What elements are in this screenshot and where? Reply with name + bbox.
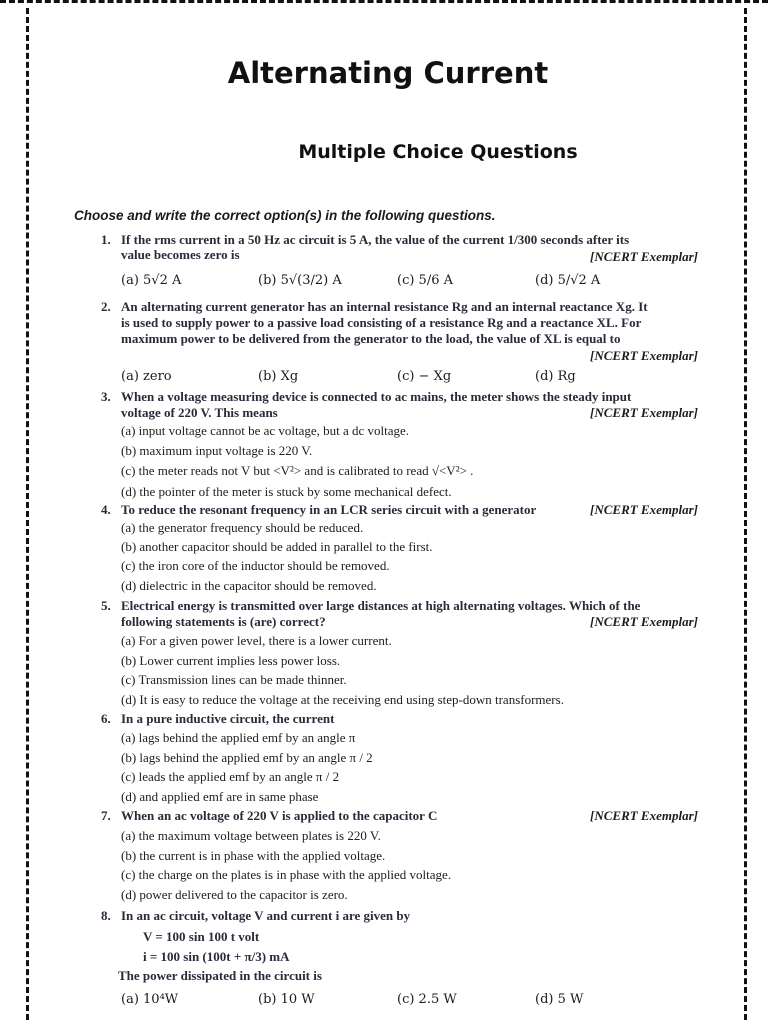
question-8-text-line-2: The power dissipated in the circuit is — [118, 968, 322, 983]
question-6-option-b: (b) lags behind the applied emf by an angle π / 2 — [121, 750, 373, 765]
question-2-text-line-3: maximum power to be delivered from the generator to the load, the value of XL is equal to — [121, 331, 621, 346]
instruction-text: Choose and write the correct option(s) in the following questions. — [74, 208, 496, 223]
question-6-option-d: (d) and applied emf are in same phase — [121, 789, 319, 804]
question-8-option-d: (d) 5 W — [535, 992, 584, 1007]
question-4-option-a: (a) the generator frequency should be reduced. — [121, 520, 364, 535]
question-5-option-a: (a) For a given power level, there is a lower current. — [121, 633, 392, 648]
question-1-text-line-1: If the rms current in a 50 Hz ac circuit is 5 A, the value of the current 1/300 seconds after its — [121, 232, 630, 247]
question-2-text-line-2: is used to supply power to a passive load consisting of a resistance Rg and a reactance XL. For — [121, 315, 642, 330]
question-5-number: 5. — [101, 598, 111, 613]
question-2-number: 2. — [101, 299, 111, 314]
question-7-option-c: (c) the charge on the plates is in phase with the applied voltage. — [121, 867, 452, 882]
question-3-text-line-1: When a voltage measuring device is connected to ac mains, the meter shows the steady input — [121, 389, 632, 404]
question-6-text-line-1: In a pure inductive circuit, the current — [121, 711, 335, 726]
question-8-text-line-1: In an ac circuit, voltage V and current i are given by — [121, 908, 411, 923]
question-5-reference: [NCERT Exemplar] — [590, 614, 698, 629]
question-8-options — [121, 992, 701, 1010]
question-8-option-c: (c) 2.5 W — [397, 992, 457, 1007]
question-2-option-b: (b) Xg — [258, 369, 299, 384]
question-8-option-b: (b) 10 W — [258, 992, 315, 1007]
question-2-text-line-1: An alternating current generator has an internal resistance Rg and an internal reactance Xg. It — [121, 299, 648, 314]
question-6-option-c: (c) leads the applied emf by an angle π / 2 — [121, 769, 340, 784]
question-4-number: 4. — [101, 502, 111, 517]
question-1-number: 1. — [101, 232, 111, 247]
section-subtitle: Multiple Choice Questions — [298, 141, 578, 163]
page-border-top — [0, 0, 768, 3]
question-7-option-a: (a) the maximum voltage between plates is 220 V. — [121, 828, 381, 843]
question-7-option-b: (b) the current is in phase with the applied voltage. — [121, 848, 386, 863]
question-3-option-c: (c) the meter reads not V but <V²> and is calibrated to read √<V²> . — [121, 463, 474, 478]
question-2-reference: [NCERT Exemplar] — [590, 348, 698, 363]
question-7-option-d: (d) power delivered to the capacitor is zero. — [121, 887, 348, 902]
question-2-option-a: (a) zero — [121, 369, 172, 384]
question-8-number: 8. — [101, 908, 111, 923]
question-3-reference: [NCERT Exemplar] — [590, 405, 698, 420]
question-7-text-line-1: When an ac voltage of 220 V is applied to the capacitor C — [121, 808, 438, 823]
question-6-option-a: (a) lags behind the applied emf by an angle π — [121, 730, 356, 745]
question-3-option-a: (a) input voltage cannot be ac voltage, but a dc voltage. — [121, 423, 410, 438]
question-8-current-equation: i = 100 sin (100t + π/3) mA — [143, 949, 290, 964]
question-2-option-c: (c) − Xg — [397, 369, 452, 384]
question-5-option-c: (c) Transmission lines can be made thinner. — [121, 672, 347, 687]
question-1-option-c: (c) 5/6 A — [397, 273, 453, 288]
question-4-text-line-1: To reduce the resonant frequency in an LCR series circuit with a generator — [121, 502, 537, 517]
question-5-option-d: (d) It is easy to reduce the voltage at the receiving end using step-down transformers. — [121, 692, 564, 707]
question-4-option-b: (b) another capacitor should be added in parallel to the first. — [121, 539, 433, 554]
question-5-text-line-2: following statements is (are) correct? — [121, 614, 326, 629]
question-2-options — [121, 369, 701, 387]
question-2-option-d: (d) Rg — [535, 369, 576, 384]
question-3-option-d: (d) the pointer of the meter is stuck by some mechanical defect. — [121, 484, 452, 499]
question-5-text-line-1: Electrical energy is transmitted over large distances at high alternating voltages. Which of the — [121, 598, 641, 613]
question-1-text-line-2: value becomes zero is — [121, 247, 240, 262]
question-3-number: 3. — [101, 389, 111, 404]
question-7-reference: [NCERT Exemplar] — [590, 808, 698, 823]
question-1-reference: [NCERT Exemplar] — [590, 249, 698, 264]
question-3-option-b: (b) maximum input voltage is 220 V. — [121, 443, 313, 458]
question-8-voltage-equation: V = 100 sin 100 t volt — [143, 929, 260, 944]
question-1-option-a: (a) 5√2 A — [121, 273, 182, 288]
question-4-reference: [NCERT Exemplar] — [590, 502, 698, 517]
question-6-number: 6. — [101, 711, 111, 726]
question-5-option-b: (b) Lower current implies less power loss. — [121, 653, 341, 668]
question-1-options — [121, 273, 701, 291]
question-8-option-a: (a) 10⁴W — [121, 992, 179, 1007]
question-7-number: 7. — [101, 808, 111, 823]
question-4-option-d: (d) dielectric in the capacitor should be removed. — [121, 578, 377, 593]
page-title: Alternating Current — [227, 56, 549, 90]
question-3-text-line-2: voltage of 220 V. This means — [121, 405, 278, 420]
question-4-option-c: (c) the iron core of the inductor should be removed. — [121, 558, 390, 573]
question-1-option-d: (d) 5/√2 A — [535, 273, 601, 288]
question-1-option-b: (b) 5√(3/2) A — [258, 273, 342, 288]
